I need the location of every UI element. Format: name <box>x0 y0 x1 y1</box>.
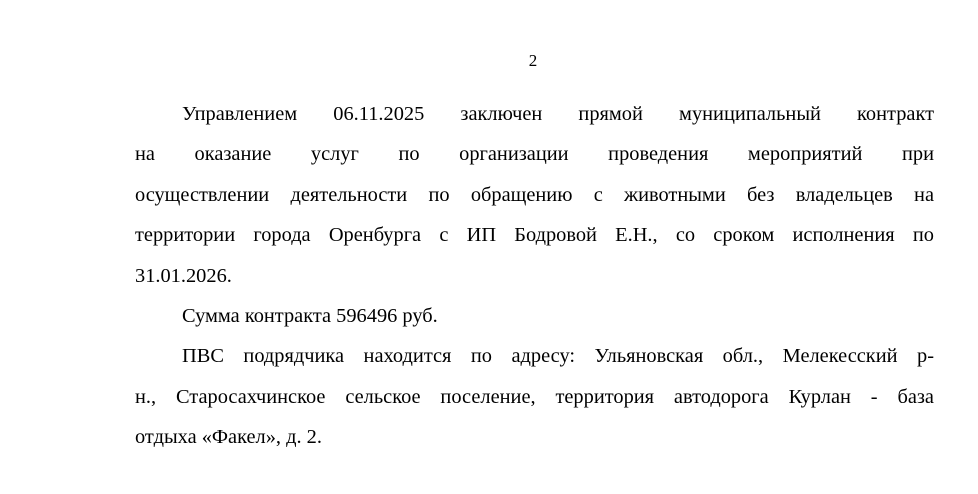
text-line: на оказание услуг по организации проведения мероприятий при <box>135 143 934 166</box>
text-line: Сумма контракта 596496 руб. <box>182 305 438 328</box>
text-line: Управлением 06.11.2025 заключен прямой муниципальный контракт <box>182 103 934 125</box>
page-number: 2 <box>528 51 538 70</box>
text-line: отдыха «Факел», д. 2. <box>135 426 322 449</box>
document-body <box>135 94 934 458</box>
paragraph-contract-sum <box>135 296 934 336</box>
paragraph-contract <box>135 94 934 296</box>
paragraph-contractor-address <box>135 336 934 457</box>
text-line: ПВС подрядчика находится по адресу: Ульяновская обл., Мелекесский р- <box>182 345 934 368</box>
text-line: территории города Оренбурга с ИП Бодровой Е.Н., со сроком исполнения по <box>135 224 934 247</box>
text-line: 31.01.2026. <box>135 264 232 287</box>
text-line: осуществлении деятельности по обращению с животными без владельцев на <box>135 183 934 206</box>
text-line: н., Старосахчинское сельское поселение, территория автодорога Курлан - база <box>135 385 934 408</box>
